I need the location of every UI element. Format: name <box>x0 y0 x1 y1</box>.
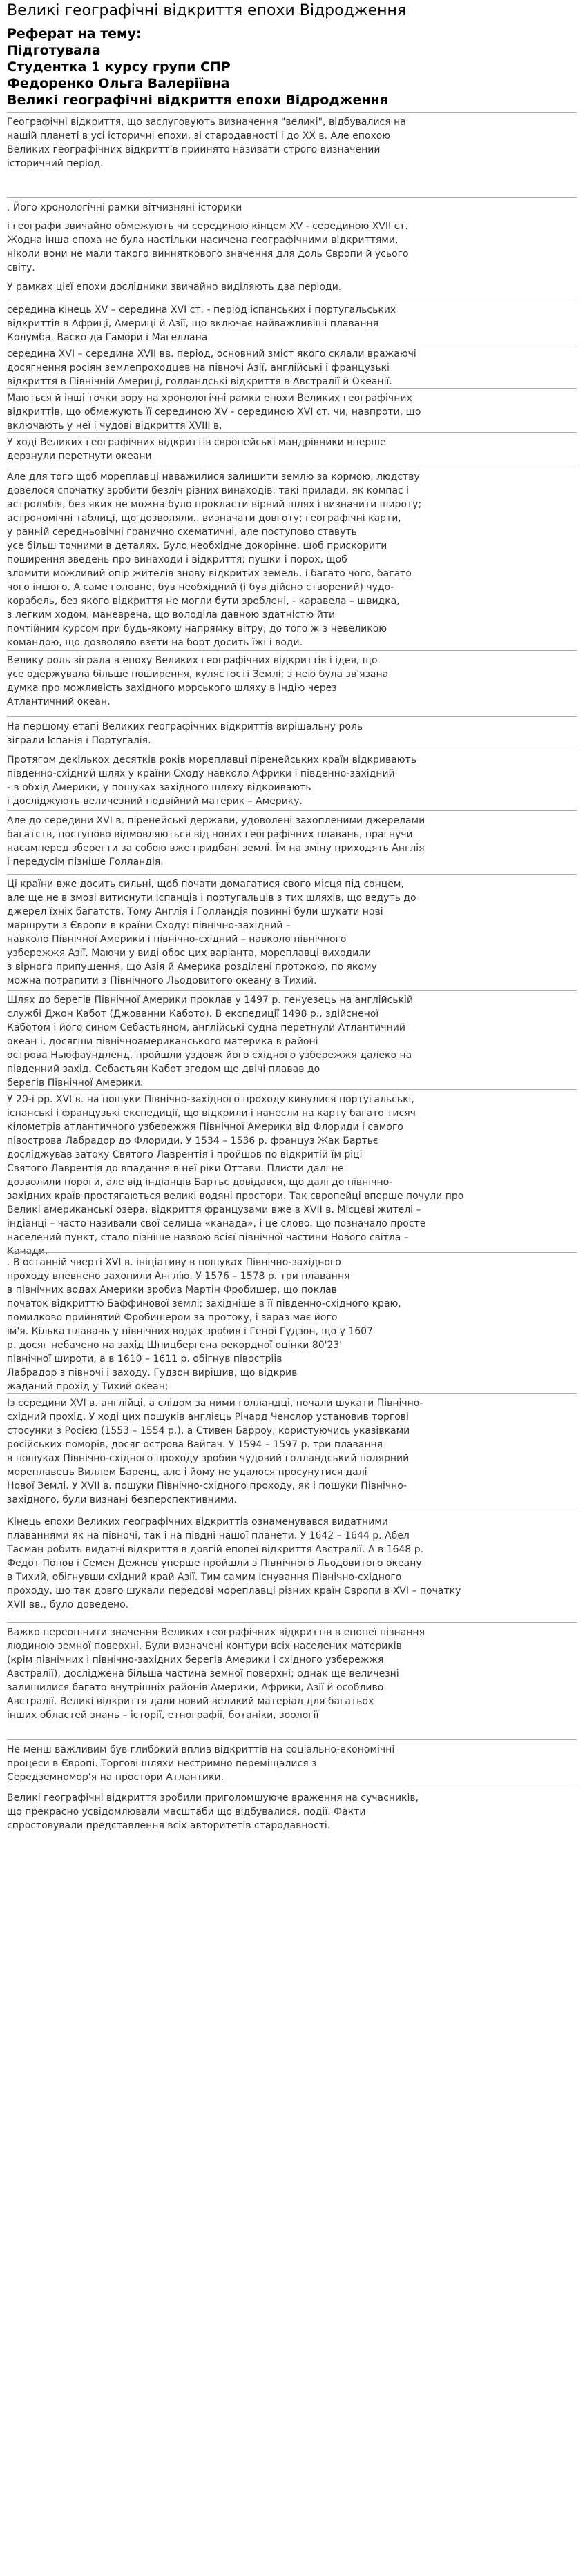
paragraph-line: населений пункт, стало пізніше назвою всієї північної частини Нового світла – <box>7 1232 409 1243</box>
paragraph-line: спростовували представлення всіх авторитетів стародавності. <box>7 1820 331 1831</box>
paragraph-line: російських поморів, досяг острова Вайгач. У 1594 – 1597 р. три плавання <box>7 1439 383 1450</box>
paragraph-line: кілометрів атлантичного узбережжя Північної Америки від Флориди і самого <box>7 1122 403 1133</box>
paragraph <box>7 716 577 748</box>
paragraph-line: почтійним курсом при будь-якому напрямку вітру, до того ж з невеликою <box>7 623 387 634</box>
paragraph-line: проходу впевнено захопили Англію. У 1576 – 1578 р. три плавання <box>7 1271 350 1282</box>
paragraph-line: західного, були визнані безперспективними. <box>7 1494 237 1505</box>
paragraph-line: насамперед зберегти за собою вже придбані землі. Їм на зміну приходять Англія <box>7 843 425 854</box>
paragraph-line: берегів Північної Америки. <box>7 1077 144 1089</box>
paragraph-line: Австралії), досліджена більша частина земної поверхні; однак ще величезні <box>7 1668 399 1679</box>
paragraph-line: Із середини XVI в. англійці, а слідом за ними голландці, почали шукати Північно- <box>7 1398 423 1409</box>
paragraph-line: Нової Землі. У XVII в. пошуки Північно-східного проходу, як і пошуки Північно- <box>7 1481 407 1492</box>
paragraph-line: Атлантичний океан. <box>7 696 111 708</box>
paragraph-line: середина кінець XV – середина XVI ст. - період іспанських і португальських <box>7 304 396 315</box>
paragraph-line: іспанські і французькі експедиції, що відкрили і нанесли на карту багато тисяч <box>7 1108 416 1119</box>
paragraph-line: Не менш важливим був глибокий вплив відкриттів на соціально-економічні <box>7 1744 395 1755</box>
paragraph-line: Ці країни вже досить сильні, щоб почати домагатися свого місця під сонцем, <box>7 879 404 890</box>
paragraph <box>7 300 577 344</box>
paragraph-line: дерзнули перетнути океани <box>7 451 152 462</box>
paragraph-line: і досліджують величезний подвійний материк – Америку. <box>7 796 303 807</box>
paragraph-line: інших областей знань – історії, етнографії, ботаніки, зоології <box>7 1710 319 1721</box>
paragraph-line: людиною земної поверхні. Були визначені контури всіх населених материків <box>7 1641 402 1652</box>
paragraph-line: (крім північних і північно-західних берегів Америки і східного узбережжя <box>7 1655 384 1666</box>
paragraph-line: але ще не в змозі витиснути Іспанців і португальців з тих шляхів, що ведуть до <box>7 892 416 904</box>
paragraph <box>7 990 577 1090</box>
paragraph-line: астрономічні таблиці, що дозволяли.. визначати довготу; географічні карти, <box>7 513 401 524</box>
paragraph-line: ніколи вони не мали такого винняткового значення для доль Європи й усього <box>7 248 409 260</box>
paragraph-line: Важко переоцінити значення Великих географічних відкриттів в епопеї пізнання <box>7 1627 425 1638</box>
paragraph-line: Святого Лаврентія до впадання в неї ріки Оттави. Плисти далі не <box>7 1163 344 1174</box>
paragraph <box>7 344 577 389</box>
paragraph-line: Федот Попов і Семен Дежнев уперше пройшли з Північного Льодовитого океану <box>7 1558 422 1569</box>
paragraph-line: північної широти, а в 1610 – 1611 р. обігнув півостріів <box>7 1354 282 1365</box>
paragraph-line: острова Ньюфаундленд, пройшли уздовж його східного узбережжя далеко на <box>7 1050 412 1061</box>
paragraph-line: Але для того щоб мореплавці наважилися залишити землю за кормою, людству <box>7 471 420 482</box>
paragraph-line: Австралії. Великі відкриття дали новий великий матеріал для багатьох <box>7 1696 374 1707</box>
paragraph-line: східний прохід. У ході цих пошуків англієць Річард Ченслор установив торгові <box>7 1412 409 1423</box>
paragraph-line: відкриття в Північній Америці, голландські відкриття в Австралії й Океанії. <box>7 376 392 387</box>
paragraph-line: навколо Північної Америки і північно-східний – навколо північного <box>7 934 347 945</box>
paragraph-line: На першому етапі Великих географічних відкриттів вирішальну роль <box>7 721 363 732</box>
paragraph-line: джерел їхніх багатств. Тому Англія і Голландія повинні були шукати нові <box>7 906 383 917</box>
paragraph-line: середина XVI – середина XVII вв. період, основний зміст якого склали вражаючі <box>7 349 416 360</box>
paragraph-line: усе одержувала більше поширення, кулястості Землі; з нею була зв'язана <box>7 669 389 680</box>
paragraph-line: початок відкриттю Баффинової землі; західніше в її південно-східного краю, <box>7 1298 401 1309</box>
paragraph-line: Жодна інша епоха не була настільки насичена географічними відкриттями, <box>7 235 399 246</box>
paragraph <box>7 280 577 294</box>
paragraph-line: Шлях до берегів Північної Америки проклав у 1497 р. генуезець на англійській <box>7 995 414 1006</box>
paragraph <box>7 432 577 463</box>
paragraph-line: що прекрасно усвідомлювали масштаби що відбувалися, події. Факти <box>7 1806 366 1817</box>
paragraph-line: і передусім пізніше Голландія. <box>7 857 164 868</box>
paragraph <box>7 1252 577 1394</box>
paragraph <box>7 750 577 808</box>
paragraph-line: жаданий прохід у Тихий океан; <box>7 1381 169 1392</box>
paragraph-line: в північних водах Америки зробив Мартін Фробишер, що поклав <box>7 1285 337 1296</box>
paragraph-line: включають у неї і чудові відкриття XVIII в. <box>7 420 222 431</box>
paragraph <box>7 197 577 215</box>
paragraph <box>7 1622 577 1722</box>
paragraph <box>7 1089 577 1258</box>
paragraph-line: плаваннями як на півночі, так і на півдні нашої планети. У 1642 – 1644 р. Абел <box>7 1530 410 1541</box>
paragraph-line: Великих географічних відкриттів прийнято називати строго визначений <box>7 144 381 155</box>
paragraph-line: у ранній середньовічні гранично схематичні, але поступово ставуть <box>7 527 357 538</box>
paragraph-line: . В останній чверті XVI в. ініціативу в пошуках Північно-західного <box>7 1257 341 1268</box>
paragraph-line: службі Джон Кабот (Джованни Кабото). В експедиції 1498 р., здійсненої <box>7 1008 379 1019</box>
paragraph-line: Тасман робить видатні відкриття в довгій епопеї відкриття Австралії. А в 1648 р. <box>7 1544 424 1555</box>
heading-line: Реферат на тему: <box>7 26 142 41</box>
paragraph-line: - в обхід Америки, у пошуках західного шляху відкривають <box>7 782 311 793</box>
paragraph-line: мореплавець Виллем Баренц, але і йому не удалося просунутися далі <box>7 1467 367 1478</box>
paragraph-line: Лабрадор з півночі і заходу. Гудзон вирішив, що відкрив <box>7 1367 298 1378</box>
heading-line: Студентка 1 курсу групи СПР <box>7 59 231 75</box>
paragraph-line: Колумба, Васко да Гамори і Магеллана <box>7 332 208 343</box>
paragraph <box>7 219 577 275</box>
paragraph-line: командою, що дозволяло взяти на борт досить їжі і води. <box>7 637 303 648</box>
paragraph-line: і географи звичайно обмежують чи серединою кінцем XV - серединою XVII ст. <box>7 221 408 232</box>
paragraph-line: південно-східний шлях у країни Сходу навколо Африки і південно-західний <box>7 768 395 779</box>
paragraph-line: Велику роль зіграла в епоху Великих географічних відкриттів і ідея, що <box>7 655 378 666</box>
paragraph <box>7 650 577 709</box>
paragraph-line: в пошуках Північно-східного проходу зробив чудовий голландський полярний <box>7 1453 410 1464</box>
paragraph-line: нашій планеті в усі історичні епохи, зі стародавності і до XX в. Але епохою <box>7 130 391 142</box>
paragraph-line: в Тихий, обігнувши східний край Азії. Тим самим існування Північно-східного <box>7 1572 402 1583</box>
paragraph-line: досліджував затоку Святого Лаврентія і пройшов по відкритій їм ріці <box>7 1149 363 1160</box>
heading-line: Підготувала <box>7 43 101 58</box>
paragraph-line: досягнення росіян землепроходцев на півночі Азії, англійські і французькі <box>7 362 390 373</box>
paragraph <box>7 1393 577 1507</box>
paragraph-line: відкриттів в Африці, Америці й Азії, що включає найважливіші плавання <box>7 318 379 329</box>
paragraph-line: проходу, що так довго шукали передові мореплавці різних країн Європи в XVI – початку <box>7 1585 461 1597</box>
paragraph-line: індіанці – часто називали свої селища «канада», і це слово, що позначало просте <box>7 1218 426 1229</box>
paragraph-line: усе більш точними в деталях. Було необхідне докорінне, щоб прискорити <box>7 540 387 552</box>
paragraph-line: багатств, поступово відмовляються від нових географічних плавань, прагнучи <box>7 829 413 840</box>
paragraph-line: Великі географічні відкриття зробили приголомшуюче враження на сучасників, <box>7 1793 419 1804</box>
paragraph-line: західних країв простягаються великі водяні простори. Так європейці вперше почули про <box>7 1191 464 1202</box>
paragraph <box>7 467 577 650</box>
paragraph-line: відкриттів, що обмежують її серединою XV - серединою XVI ст. чи, навпроти, що <box>7 407 421 418</box>
paragraph-line: Географічні відкриття, що заслуговують визначення "великі", відбувалися на <box>7 117 406 128</box>
paragraph-line: з легким ходом, маневрена, що володіла давною здатністю йти <box>7 609 336 621</box>
paragraph-line: зіграли Іспанія і Португалія. <box>7 735 151 746</box>
paragraph-line: маршрути з Європи в країни Сходу: північно-західний – <box>7 920 291 931</box>
paragraph <box>7 112 577 170</box>
paragraph-line: довелося спочатку зробити безліч різних винаходів: такі прилади, як компас і <box>7 485 410 496</box>
paragraph <box>7 388 577 433</box>
paragraph-line: залишилися багато внутрішніх районів Америки, Африки, Азії й особливо <box>7 1682 384 1693</box>
paragraph-line: ім'я. Кілька плавань у північних водах зробив і Генрі Гудзон, що у 1607 <box>7 1326 373 1337</box>
paragraph-line: океан і, досягши північноамериканського материка в районі <box>7 1036 318 1047</box>
paragraph-line: узбережжя Азії. Маючи у виді обоє цих варіанта, мореплавці виходили <box>7 948 372 959</box>
paragraph-line: астролябія, без яких не можна було прокласти вірний шлях і визначити широту; <box>7 499 422 510</box>
heading-line: Федоренко Ольга Валеріївна <box>7 76 230 91</box>
paragraph-line: Каботом і його сином Себастьяном, англійські судна перетнули Атлантичний <box>7 1022 405 1033</box>
paragraph-line: р. досяг небачено на захід Шпицбергена рекордної оцінки 80'23' <box>7 1340 343 1351</box>
paragraph-line: корабель, без якого відкриття не могли бути зроблені, - каравела – швидка, <box>7 596 400 607</box>
paragraph-line: Кінець епохи Великих географічних відкриттів ознаменувався видатними <box>7 1516 388 1528</box>
paragraph <box>7 1739 577 1784</box>
paragraph <box>7 1512 577 1612</box>
paragraph-line: можна потрапити з Північного Льодовитого океану в Тихий. <box>7 975 317 986</box>
paragraph-line: Великі американські озера, відкриття французами вже в XVII в. Місцеві жителі – <box>7 1204 421 1216</box>
paragraph-line: помилково прийнятий Фробишером за протоку, і зараз має його <box>7 1312 338 1323</box>
paragraph-line: зломити можливий опір жителів знову відкритих земель, і багато чого, багато <box>7 568 412 579</box>
paragraph <box>7 1788 577 1833</box>
paragraph-line: історичний період. <box>7 158 104 169</box>
paragraph-line: Маються й інші точки зору на хронологічні рамки епохи Великих географічних <box>7 393 412 404</box>
paragraph-line: Канади. <box>7 1246 48 1257</box>
paragraph-line: XVII вв., було доведено. <box>7 1599 129 1610</box>
document-title: Великі географічні відкриття епохи Відродження <box>7 2 407 19</box>
paragraph-line: стосунки з Росією (1553 – 1554 р.), а Стивен Барроу, користуючись указівками <box>7 1425 410 1436</box>
paragraph-line: У 20-і рр. XVI в. на пошуки Північно-західного проходу кинулися португальські, <box>7 1094 414 1105</box>
paragraph-line: світу. <box>7 262 35 273</box>
paragraph-line: Середземномор'я на простори Атлантики. <box>7 1772 224 1783</box>
paragraph-line: дозволили пороги, але від індіанців Бартьє довідався, що далі до північно- <box>7 1177 393 1188</box>
paragraph <box>7 874 577 988</box>
paragraph-line: У ході Великих географічних відкриттів європейські мандрівники вперше <box>7 437 386 448</box>
paragraph-line: процеси в Європі. Торгові шляхи нестримно переміщалися з <box>7 1758 317 1769</box>
paragraph-line: . Його хронологічні рамки вітчизняні історики <box>7 202 242 213</box>
paragraph-line: У рамках цієї епохи дослідники звичайно виділяють два періоди. <box>7 282 342 293</box>
paragraph-line: Протягом декількох десятків років мореплавці піренейських країн відкривають <box>7 754 416 765</box>
paragraph-line: думка про можливість західного морського шляху в Індію через <box>7 683 337 694</box>
paragraph-line: південний захід. Себастьян Кабот згодом ще двічі плавав до <box>7 1064 320 1075</box>
paragraph <box>7 810 577 869</box>
paragraph-line: з вірного припущення, що Азія й Америка розділені протокою, по якому <box>7 962 377 973</box>
paragraph-line: поширення зведень про винаходи і відкриття; пушки і порох, щоб <box>7 554 347 565</box>
paragraph-line: Але до середини XVI в. піренейські держави, удоволені захопленими джерелами <box>7 815 425 826</box>
paragraph-line: півострова Лабрадор до Флориди. У 1534 – 1536 р. француз Жак Бартьє <box>7 1135 378 1146</box>
paragraph-line: чого іншого. А саме головне, був необхідний (і був дійсно створений) чудо- <box>7 582 394 593</box>
heading-line: Великі географічні відкриття епохи Відродження <box>7 92 388 108</box>
